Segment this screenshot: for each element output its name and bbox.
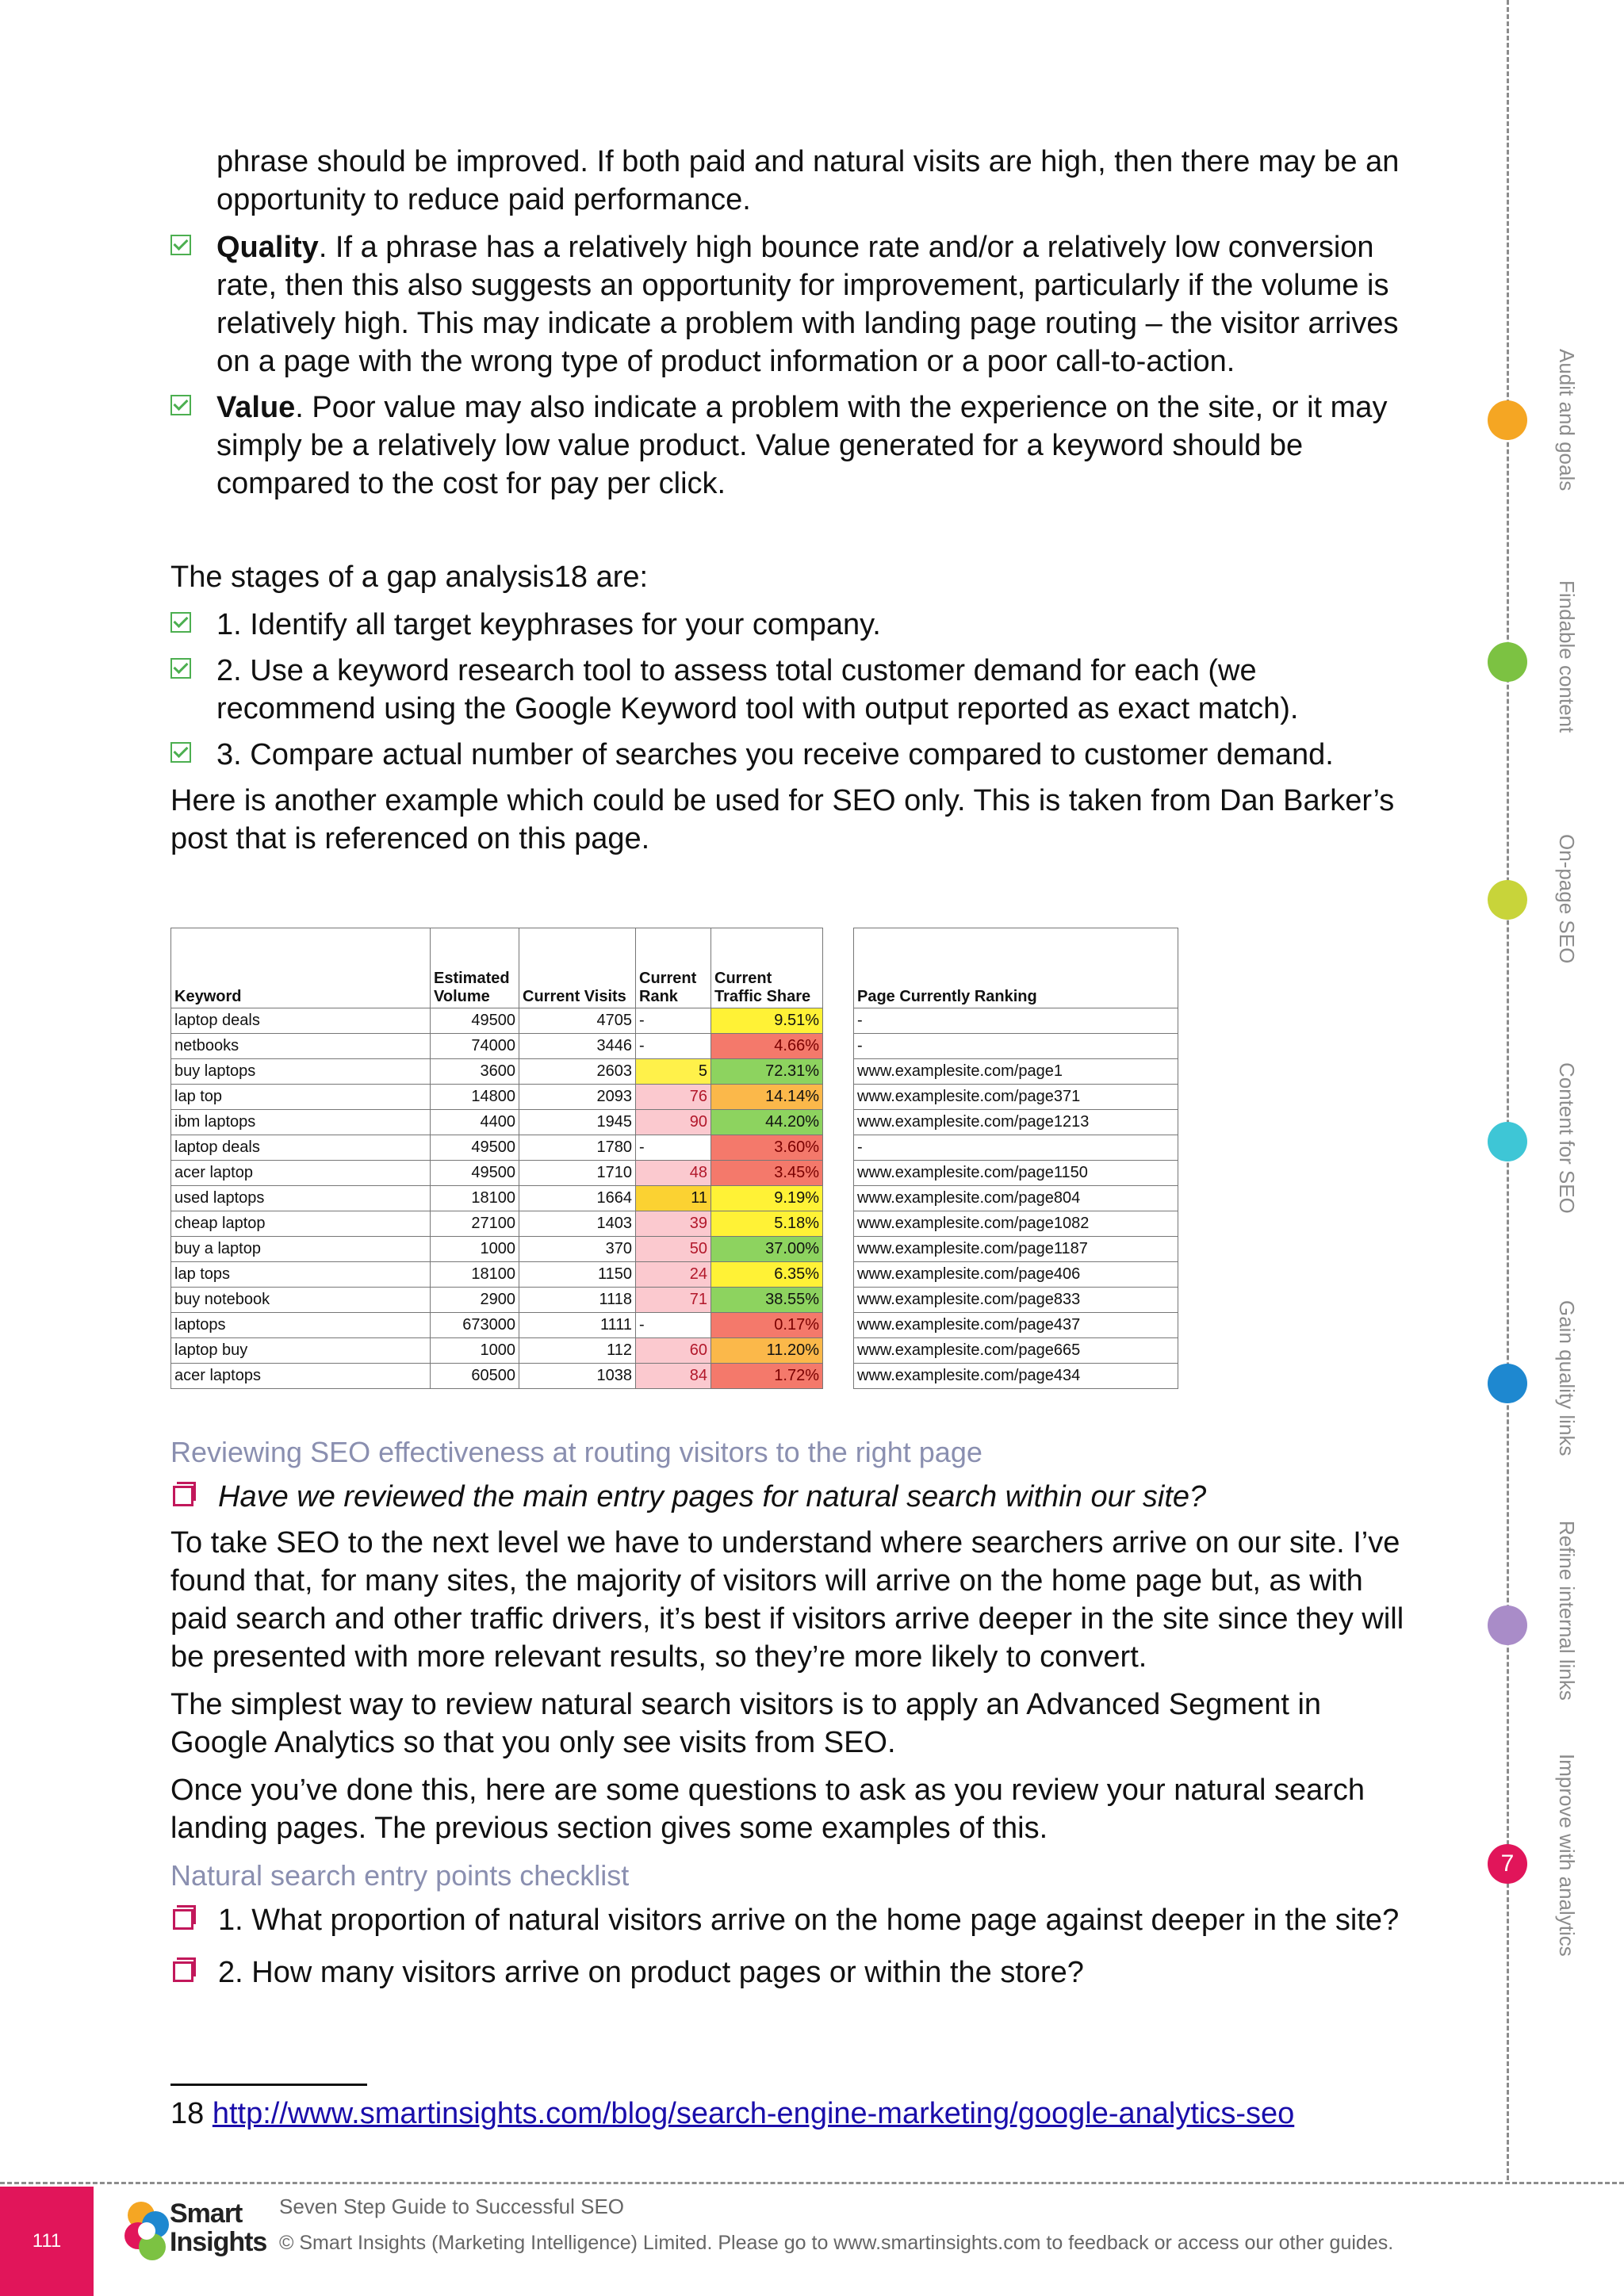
footnote-link[interactable]: http://www.smartinsights.com/blog/search-engine-marketing/google-analytics-seo xyxy=(212,2097,1295,2130)
cell-gap xyxy=(823,1186,854,1211)
cell-visits: 2093 xyxy=(519,1085,636,1110)
cell-volume: 74000 xyxy=(431,1034,519,1059)
cell-volume: 14800 xyxy=(431,1085,519,1110)
footer-dashed-line xyxy=(0,2182,1624,2184)
checklist-heading: Natural search entry points checklist xyxy=(170,1859,630,1892)
stage-text: 2. Use a keyword research tool to assess total customer demand for each (we recommend using the Google Keyword tool with output reported as exact match). xyxy=(216,654,1299,725)
cell-keyword: netbooks xyxy=(171,1034,431,1059)
cell-rank: 5 xyxy=(636,1059,711,1085)
cell-gap xyxy=(823,1135,854,1161)
step-dot-links[interactable] xyxy=(1488,1364,1527,1403)
cell-volume: 60500 xyxy=(431,1364,519,1389)
cell-visits: 1710 xyxy=(519,1161,636,1186)
cell-share: 4.66% xyxy=(711,1034,823,1059)
question-box-icon xyxy=(173,1486,193,1506)
stage-text: 3. Compare actual number of searches you receive compared to customer demand. xyxy=(216,738,1334,771)
question-box-icon xyxy=(173,1909,193,1930)
current-step-badge[interactable]: 7 xyxy=(1488,1844,1527,1884)
cell-share: 5.18% xyxy=(711,1211,823,1237)
cell-rank: 76 xyxy=(636,1085,711,1110)
cell-share: 38.55% xyxy=(711,1288,823,1313)
sidebar-label-analytics[interactable]: Improve with analytics xyxy=(1555,1754,1579,1957)
review-paragraph-1: To take SEO to the next level we have to understand where searchers arrive on our site. I’ve found that, for many sites, the majority of visitors will arrive on the home page but, as with paid search and other traffic drivers, it’s best if visitors arrive deeper in the site since they will be presented with more relevant results, so they’re more likely to convert. xyxy=(170,1526,1404,1674)
footnote-rule xyxy=(170,2084,367,2086)
cell-keyword: lap tops xyxy=(171,1262,431,1288)
review-paragraph-2: The simplest way to review natural search visitors is to apply an Advanced Segment in Google Analytics so that you only see visits from SEO. xyxy=(170,1688,1322,1759)
cell-visits: 2603 xyxy=(519,1059,636,1085)
cell-visits: 1945 xyxy=(519,1110,636,1135)
table-row xyxy=(171,1034,1178,1059)
sidebar-label-onpage[interactable]: On-page SEO xyxy=(1555,834,1579,964)
cell-rank: 60 xyxy=(636,1338,711,1364)
sidebar-label-audit[interactable]: Audit and goals xyxy=(1555,349,1579,492)
quality-text: . If a phrase has a relatively high bounce rate and/or a relatively low conversion rate, then this also suggests an opportunity for improvement, particularly if the volume is relatively high. This may indicate a problem with landing page routing – the visitor arrives on a page with the wrong type of product information or a poor call-to-action. xyxy=(216,231,1399,378)
checkbox-icon xyxy=(170,235,191,255)
cell-gap xyxy=(823,1288,854,1313)
cell-keyword: acer laptop xyxy=(171,1161,431,1186)
table-row xyxy=(171,1085,1178,1110)
cell-share: 0.17% xyxy=(711,1313,823,1338)
step-dot-onpage[interactable] xyxy=(1488,880,1527,920)
cell-keyword: laptops xyxy=(171,1313,431,1338)
cell-share: 11.20% xyxy=(711,1338,823,1364)
cell-visits: 112 xyxy=(519,1338,636,1364)
cell-volume: 49500 xyxy=(431,1161,519,1186)
cell-rank: 11 xyxy=(636,1186,711,1211)
main-content xyxy=(170,143,1408,867)
review-question xyxy=(170,1478,1408,1516)
cell-gap xyxy=(823,1338,854,1364)
smart-insights-logo xyxy=(121,2195,271,2266)
question-box-icon xyxy=(173,1961,193,1982)
cell-rank: 48 xyxy=(636,1161,711,1186)
table-body xyxy=(171,1008,1178,1389)
step-dot-findable[interactable] xyxy=(1488,642,1527,682)
cell-share: 14.14% xyxy=(711,1085,823,1110)
keyword-table xyxy=(170,928,1178,1389)
cell-visits: 3446 xyxy=(519,1034,636,1059)
review-paragraph-3: Once you’ve done this, here are some questions to ask as you review your natural search landing pages. The previous section gives some examples of this. xyxy=(170,1774,1365,1845)
col-gap xyxy=(823,928,854,1008)
col-page: Page Currently Ranking xyxy=(854,928,1178,1008)
cell-gap xyxy=(823,1211,854,1237)
checkbox-icon xyxy=(170,658,191,679)
value-label: Value xyxy=(216,391,296,424)
col-share: Current Traffic Share xyxy=(711,928,823,1008)
cell-volume: 2900 xyxy=(431,1288,519,1313)
cell-visits: 1118 xyxy=(519,1288,636,1313)
cell-share: 9.51% xyxy=(711,1008,823,1034)
cell-share: 44.20% xyxy=(711,1110,823,1135)
table-row xyxy=(171,1364,1178,1389)
col-visits: Current Visits xyxy=(519,928,636,1008)
table-row xyxy=(171,1186,1178,1211)
cell-volume: 18100 xyxy=(431,1186,519,1211)
checklist-item xyxy=(170,1901,1408,1939)
cell-gap xyxy=(823,1008,854,1034)
cell-gap xyxy=(823,1262,854,1288)
sidebar-label-findable[interactable]: Findable content xyxy=(1555,580,1579,733)
cell-share: 1.72% xyxy=(711,1364,823,1389)
table-row xyxy=(171,1262,1178,1288)
cell-visits: 1038 xyxy=(519,1364,636,1389)
review-section xyxy=(170,1433,1408,1999)
stage-item xyxy=(170,652,1408,728)
cell-page: www.examplesite.com/page665 xyxy=(854,1338,1178,1364)
cell-visits: 1150 xyxy=(519,1262,636,1288)
checklist-item xyxy=(170,1954,1408,1992)
cell-keyword: laptop deals xyxy=(171,1008,431,1034)
cell-gap xyxy=(823,1364,854,1389)
table-row xyxy=(171,1211,1178,1237)
cell-share: 3.45% xyxy=(711,1161,823,1186)
cell-page: - xyxy=(854,1135,1178,1161)
cell-rank: 90 xyxy=(636,1110,711,1135)
table-row xyxy=(171,1288,1178,1313)
table-row xyxy=(171,1313,1178,1338)
cell-visits: 1780 xyxy=(519,1135,636,1161)
footnote-number: 18 xyxy=(170,2097,205,2130)
table-row xyxy=(171,1135,1178,1161)
stage-item xyxy=(170,606,1408,644)
cell-page: www.examplesite.com/page1213 xyxy=(854,1110,1178,1135)
table-row xyxy=(171,1237,1178,1262)
cell-volume: 673000 xyxy=(431,1313,519,1338)
cell-rank: - xyxy=(636,1034,711,1059)
table-row xyxy=(171,1110,1178,1135)
cell-share: 72.31% xyxy=(711,1059,823,1085)
logo-text-insights: Insights xyxy=(170,2227,267,2257)
question-text: Have we reviewed the main entry pages for natural search within our site? xyxy=(218,1480,1207,1513)
cell-volume: 49500 xyxy=(431,1135,519,1161)
checklist-item-value xyxy=(170,388,1408,503)
cell-rank: 24 xyxy=(636,1262,711,1288)
cell-volume: 49500 xyxy=(431,1008,519,1034)
table-row xyxy=(171,1338,1178,1364)
stages-heading: The stages of a gap analysis18 are: xyxy=(170,561,649,594)
checkbox-icon xyxy=(170,612,191,633)
cell-gap xyxy=(823,1237,854,1262)
stage-text: 1. Identify all target keyphrases for your company. xyxy=(216,608,881,641)
step-dot-content[interactable] xyxy=(1488,1122,1527,1161)
page-number: 111 xyxy=(0,2187,94,2296)
cell-page: www.examplesite.com/page371 xyxy=(854,1085,1178,1110)
table-row xyxy=(171,1059,1178,1085)
logo-text-smart: Smart xyxy=(170,2198,243,2229)
sidebar-label-content[interactable]: Content for SEO xyxy=(1555,1062,1579,1214)
col-volume: Estimated Volume xyxy=(431,928,519,1008)
footnote xyxy=(170,2097,1294,2131)
cell-keyword: lap top xyxy=(171,1085,431,1110)
checkbox-icon xyxy=(170,742,191,763)
cell-page: - xyxy=(854,1034,1178,1059)
footer-title: Seven Step Guide to Successful SEO xyxy=(279,2195,625,2218)
cell-visits: 1664 xyxy=(519,1186,636,1211)
cell-keyword: buy a laptop xyxy=(171,1237,431,1262)
cell-share: 37.00% xyxy=(711,1237,823,1262)
table-row xyxy=(171,1161,1178,1186)
cell-rank: - xyxy=(636,1135,711,1161)
cell-volume: 1000 xyxy=(431,1338,519,1364)
cell-rank: - xyxy=(636,1008,711,1034)
cell-keyword: buy notebook xyxy=(171,1288,431,1313)
cell-rank: 50 xyxy=(636,1237,711,1262)
table-header-row xyxy=(171,928,1178,1008)
cell-page: www.examplesite.com/page804 xyxy=(854,1186,1178,1211)
cell-visits: 370 xyxy=(519,1237,636,1262)
checklist-text: 2. How many visitors arrive on product pages or within the store? xyxy=(218,1956,1084,1989)
cell-gap xyxy=(823,1059,854,1085)
cell-gap xyxy=(823,1085,854,1110)
checklist-item-quality xyxy=(170,228,1408,381)
cell-page: www.examplesite.com/page1 xyxy=(854,1059,1178,1085)
step-dot-audit[interactable] xyxy=(1488,400,1527,440)
cell-share: 9.19% xyxy=(711,1186,823,1211)
step-dot-internal[interactable] xyxy=(1488,1605,1527,1645)
cell-volume: 27100 xyxy=(431,1211,519,1237)
cell-keyword: used laptops xyxy=(171,1186,431,1211)
cell-share: 3.60% xyxy=(711,1135,823,1161)
checkbox-icon xyxy=(170,395,191,415)
cell-visits: 1403 xyxy=(519,1211,636,1237)
cell-page: www.examplesite.com/page434 xyxy=(854,1364,1178,1389)
quality-label: Quality xyxy=(216,231,319,264)
cell-keyword: laptop buy xyxy=(171,1338,431,1364)
table-row xyxy=(171,1008,1178,1034)
stage-item xyxy=(170,736,1408,774)
col-rank: Current Rank xyxy=(636,928,711,1008)
cell-volume: 18100 xyxy=(431,1262,519,1288)
cell-visits: 4705 xyxy=(519,1008,636,1034)
keyword-table-image xyxy=(170,928,1178,1389)
cell-rank: - xyxy=(636,1313,711,1338)
cell-page: - xyxy=(854,1008,1178,1034)
cell-page: www.examplesite.com/page437 xyxy=(854,1313,1178,1338)
cell-keyword: acer laptops xyxy=(171,1364,431,1389)
cell-gap xyxy=(823,1110,854,1135)
cell-keyword: cheap laptop xyxy=(171,1211,431,1237)
value-text: . Poor value may also indicate a problem with the experience on the site, or it may simply be a relatively low value product. Value generated for a keyword should be compared to the cost for pay per click. xyxy=(216,391,1388,500)
cell-rank: 71 xyxy=(636,1288,711,1313)
cell-keyword: buy laptops xyxy=(171,1059,431,1085)
cell-rank: 39 xyxy=(636,1211,711,1237)
footer-copyright: © Smart Insights (Marketing Intelligence) Limited. Please go to www.smartinsights.com to feedback or access our other guides. xyxy=(279,2232,1394,2254)
cell-volume: 1000 xyxy=(431,1237,519,1262)
cell-page: www.examplesite.com/page1082 xyxy=(854,1211,1178,1237)
cell-volume: 3600 xyxy=(431,1059,519,1085)
cell-page: www.examplesite.com/page1187 xyxy=(854,1237,1178,1262)
cell-gap xyxy=(823,1034,854,1059)
intro-continuation: phrase should be improved. If both paid and natural visits are high, then there may be an opportunity to reduce paid performance. xyxy=(216,145,1400,216)
logo-mark-icon xyxy=(121,2198,176,2264)
col-keyword: Keyword xyxy=(171,928,431,1008)
review-heading: Reviewing SEO effectiveness at routing visitors to the right page xyxy=(170,1436,982,1468)
sidebar-label-internal[interactable]: Refine internal links xyxy=(1555,1521,1579,1701)
cell-page: www.examplesite.com/page833 xyxy=(854,1288,1178,1313)
cell-share: 6.35% xyxy=(711,1262,823,1288)
checklist-text: 1. What proportion of natural visitors arrive on the home page against deeper in the site? xyxy=(218,1904,1400,1937)
sidebar-label-links[interactable]: Gain quality links xyxy=(1555,1300,1579,1456)
cell-rank: 84 xyxy=(636,1364,711,1389)
cell-keyword: laptop deals xyxy=(171,1135,431,1161)
cell-gap xyxy=(823,1313,854,1338)
cell-volume: 4400 xyxy=(431,1110,519,1135)
cell-gap xyxy=(823,1161,854,1186)
cell-keyword: ibm laptops xyxy=(171,1110,431,1135)
cell-visits: 1111 xyxy=(519,1313,636,1338)
example-intro: Here is another example which could be used for SEO only. This is taken from Dan Barker’s post that is referenced on this page. xyxy=(170,784,1395,855)
cell-page: www.examplesite.com/page406 xyxy=(854,1262,1178,1288)
cell-page: www.examplesite.com/page1150 xyxy=(854,1161,1178,1186)
